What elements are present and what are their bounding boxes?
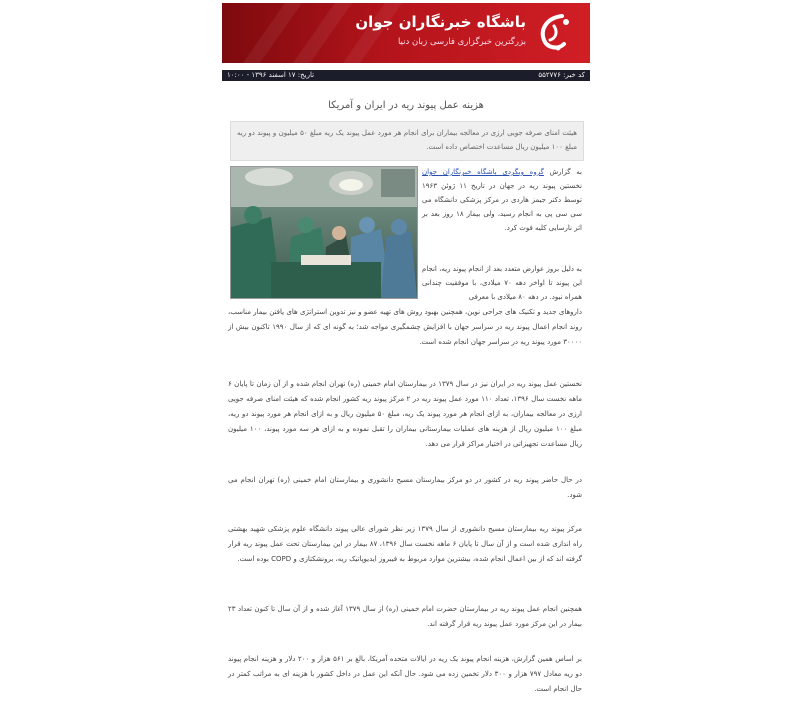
paragraph-intro	[422, 165, 582, 235]
paragraph-4: در حال حاضر پیوند ریه در کشور در دو مرکز بیمارستان مسیح دانشوری و بیمارستان امام خمینی (ره) تهران انجام می شود.	[228, 476, 582, 499]
article-lead: هیئت امنای صرفه جویی ارزی در معالجه بیماران برای انجام هر مورد عمل پیوند یک ریه مبلغ ۵۰ میلیون و پیوند دو ریه مبلغ ۱۰۰ میلیون ریال مساعدت اختصاص داده است.	[230, 121, 584, 161]
site-title: باشگاه خبرنگاران جوان	[355, 13, 526, 31]
site-subtitle: بزرگترین خبرگزاری فارسی زبان دنیا	[397, 37, 526, 47]
news-date: تاریخ: ۱۷ اسفند ۱۳۹۶ - ۱۰:۰۰	[227, 71, 315, 79]
article-page	[222, 0, 590, 719]
site-banner	[222, 3, 590, 63]
source-link[interactable]: گروه وبگردی باشگاه خبرنگاران جوان	[422, 168, 544, 176]
paragraph-2-top: به دلیل بروز عوارض متعدد بعد از انجام پیوند ریه، انجام این پیوند تا اواخر دهه ۷۰ میلادی، با موفقیت چندانی همراه نبود. در دهه ۸۰ میلادی با معرفی	[422, 265, 582, 301]
news-code: کد خبر: ۵۵۲۷۷۶	[538, 71, 585, 79]
intro-prefix: به گزارش	[549, 168, 583, 176]
intro-text: نخستین پیوند ریه در جهان در تاریخ ۱۱ ژوئن ۱۹۶۳ توسط دکتر جیمز هاردی در مرکز پزشکی دانشگاه می سی سی پی به انجام رسید، ولی بیمار ۱۸ روز بعد بر اثر نارسایی کلیه فوت کرد.	[422, 182, 582, 232]
paragraph-3: نخستین عمل پیوند ریه در ایران نیز در سال ۱۳۷۹ در بیمارستان امام خمینی (ره) تهران انجام شده و از آن زمان تا پایان ۶ ماهه نخست سال ۱۳۹۶، تعداد ۱۱۰ مورد عمل پیوند ریه در ۲ مرکز پیوند ریه کشور انجام شده که هیئت امنای صرفه جویی ارزی در معالجه بیماران، به ازای انجام هر مورد پیوند یک ریه، مبلغ ۵۰ میلیون ریال و به ازای انجام هر مورد پیوند دو ریه، مبلغ ۱۰۰ میلیون ریال از هزینه های عملیات بیمارستانی بیماران را تقبل نموده و به ازای هر سه مورد پیوند، ۱۰۰ میلیون ریال مساعدت تجهیزاتی در اختیار مراکز قرار می دهد.	[228, 380, 582, 448]
paragraph-2-rest: داروهای جدید و تکنیک های جراحی نوین، همچنین بهبود روش های تهیه عضو و نیز تدوین استراتژی های یافتن بیمار مناسب، روند انجام اعمال پیوند ریه در سراسر جهان با افزایش چشمگیری مواجه شد؛ به گونه ای که از سال ۱۹۹۰ تاکنون بیش از ۳۰۰۰۰ مورد پیوند ریه در سراسر جهان انجام شده است.	[228, 308, 582, 346]
surgery-photo	[230, 166, 418, 299]
article-headline: هزینه عمل پیوند ریه در ایران و آمریکا	[328, 100, 484, 111]
site-logo-icon	[532, 10, 578, 56]
paragraph-6: همچنین انجام عمل پیوند ریه در بیمارستان حضرت امام خمینی (ره) از سال ۱۳۷۹ آغاز شده و از آن سال تا کنون تعداد ۲۳ بیمار در این مرکز مورد عمل پیوند ریه قرار گرفته اند.	[228, 605, 582, 628]
paragraph-5: مرکز پیوند ریه بیمارستان مسیح دانشوری از سال ۱۳۷۹ زیر نظر شورای عالی پیوند دانشگاه علوم پزشکی شهید بهشتی راه اندازی شده است و از آن سال تا پایان ۶ ماهه نخست سال ۱۳۹۶، ۸۷ بیمار در این بیمارستان تحت عمل پیوند ریه قرار گرفته اند که از بین اعمال انجام شده، بیشترین موارد مربوط به فیبروز ایدیوپاتیک ریه، برونشکتازی و COPD بوده است.	[228, 525, 583, 563]
meta-bar	[222, 70, 590, 81]
paragraph-7: بر اساس همین گزارش، هزینه انجام پیوند یک ریه در ایالات متحده آمریکا، بالغ بر ۵۶۱ هزار و ۲۰۰ دلار و هزینه انجام پیوند دو ریه معادل ۷۹۷ هزار و ۳۰۰ دلار تخمین زده می شود. حال آنکه این عمل در داخل کشور با هزینه ای به مراتب کمتر در حال انجام است.	[228, 655, 583, 693]
